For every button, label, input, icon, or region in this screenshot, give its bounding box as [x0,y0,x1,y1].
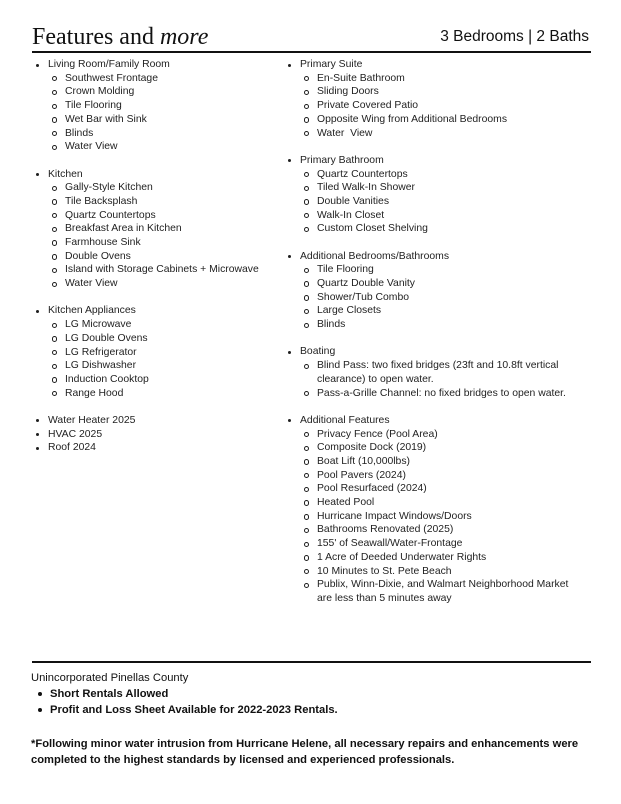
list-item: Pass-a-Grille Channel: no fixed bridges to open water. [283,387,573,401]
right-feature-column [283,58,573,606]
list-item: Roof 2024 [31,441,289,455]
feature-section-additional-bedrooms [283,250,573,332]
feature-section-additional-features [283,414,573,606]
title-italic: more [159,24,209,50]
list-item: Large Closets [283,304,573,318]
list-item: Pool Pavers (2024) [283,469,573,483]
section-heading: Boating [283,345,573,359]
list-item: Blinds [283,318,573,332]
list-item: Water View [31,277,289,291]
list-item: Composite Dock (2019) [283,441,573,455]
page-title [32,22,208,52]
list-item: Quartz Countertops [31,209,289,223]
list-item: Double Ovens [31,250,289,264]
list-item: 1 Acre of Deeded Underwater Rights [283,551,573,565]
list-item: HVAC 2025 [31,428,289,442]
list-item: Quartz Countertops [283,168,573,182]
list-item: Tile Flooring [283,263,573,277]
list-item: LG Microwave [31,318,289,332]
list-item: 155' of Seawall/Water-Frontage [283,537,573,551]
list-item: Opposite Wing from Additional Bedrooms [283,113,573,127]
title-plain: Features and [32,24,154,50]
list-item: Wet Bar with Sink [31,113,289,127]
list-item: Double Vanities [283,195,573,209]
footer-bullet: Short Rentals Allowed [31,686,601,702]
section-heading: Primary Suite [283,58,573,72]
list-item: Publix, Winn-Dixie, and Walmart Neighborhood Market are less than 5 minutes away [283,578,573,605]
list-item: Water View [283,127,573,141]
list-item: Crown Molding [31,85,289,99]
page-footer [31,670,601,768]
list-item: Hurricane Impact Windows/Doors [283,510,573,524]
list-item: Farmhouse Sink [31,236,289,250]
list-item: Quartz Double Vanity [283,277,573,291]
footer-bullet: Profit and Loss Sheet Available for 2022-2023 Rentals. [31,702,601,718]
list-item: Walk-In Closet [283,209,573,223]
list-item: En-Suite Bathroom [283,72,573,86]
section-heading: Additional Bedrooms/Bathrooms [283,250,573,264]
list-item: Induction Cooktop [31,373,289,387]
disclaimer-note: *Following minor water intrusion from Hurricane Helene, all necessary repairs and enhancements were completed to the highest standards by licensed and experienced professionals. [31,738,579,766]
list-item: Southwest Frontage [31,72,289,86]
list-item: Island with Storage Cabinets + Microwave [31,263,289,277]
list-item: LG Refrigerator [31,346,289,360]
list-item: Heated Pool [283,496,573,510]
list-item: Tiled Walk-In Shower [283,181,573,195]
section-heading: Primary Bathroom [283,154,573,168]
section-heading: Additional Features [283,414,573,428]
list-item: Bathrooms Renovated (2025) [283,523,573,537]
left-feature-column [31,58,289,455]
footer-divider [32,661,591,663]
feature-section-kitchen [31,168,289,291]
list-item: Water View [31,140,289,154]
list-item: Sliding Doors [283,85,573,99]
list-item: Blind Pass: two fixed bridges (23ft and 10.8ft vertical clearance) to open water. [283,359,573,386]
list-item: Breakfast Area in Kitchen [31,222,289,236]
list-item: Privacy Fence (Pool Area) [283,428,573,442]
section-heading: Kitchen [31,168,289,182]
feature-section-boating [283,345,573,400]
list-item: Custom Closet Shelving [283,222,573,236]
list-item: Water Heater 2025 [31,414,289,428]
feature-section-systems [31,414,289,455]
list-item: Tile Backsplash [31,195,289,209]
feature-section-appliances [31,304,289,400]
list-item: LG Dishwasher [31,359,289,373]
feature-section-primary-suite [283,58,573,140]
list-item: Shower/Tub Combo [283,291,573,305]
section-heading: Living Room/Family Room [31,58,289,72]
header-divider [32,51,591,53]
list-item: LG Double Ovens [31,332,289,346]
feature-section-primary-bathroom [283,154,573,236]
list-item: Range Hood [31,387,289,401]
list-item: Pool Resurfaced (2024) [283,482,573,496]
list-item: Boat Lift (10,000lbs) [283,455,573,469]
county-label: Unincorporated Pinellas County [31,672,189,684]
list-item: Private Covered Patio [283,99,573,113]
feature-section-living-room [31,58,289,154]
list-item: Blinds [31,127,289,141]
list-item: 10 Minutes to St. Pete Beach [283,565,573,579]
list-item: Gally-Style Kitchen [31,181,289,195]
section-heading: Kitchen Appliances [31,304,289,318]
bed-bath-summary: 3 Bedrooms | 2 Baths [440,28,589,45]
list-item: Tile Flooring [31,99,289,113]
